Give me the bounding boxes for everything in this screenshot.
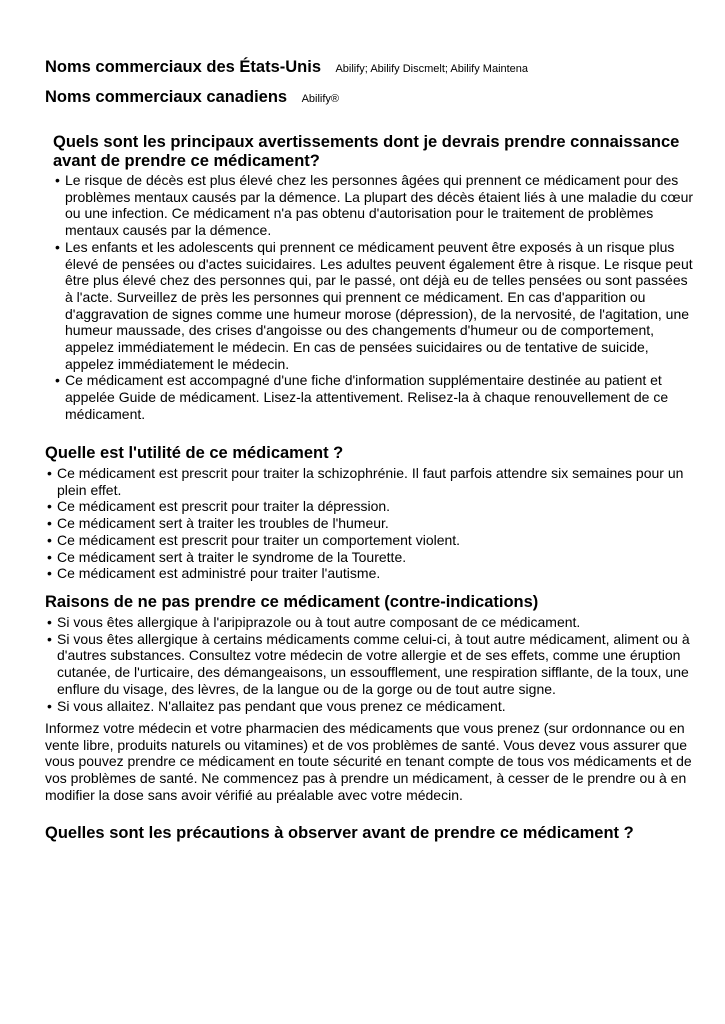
- use-item: • Ce médicament sert à traiter les troubles de l'humeur.: [45, 515, 700, 532]
- use-item: • Ce médicament sert à traiter le syndrome de la Tourette.: [45, 549, 700, 566]
- uses-list: [45, 465, 700, 582]
- precautions-heading: Quelles sont les précautions à observer avant de prendre ce médicament ?: [45, 824, 634, 842]
- canadian-brand-names: [45, 88, 339, 107]
- warning-item: • Les enfants et les adolescents qui prennent ce médicament peuvent être exposés à un risque plus élevé de pensées ou d'actes suicidaires. Les adultes peuvent également être à risque. Le risque peut être plus élevé chez des personnes qui, par le passé, ont déjà eu de telles pensées ou sont passées à l'acte. Surveillez de près les personnes qui prennent ce médicament. En cas d'apparition ou d'aggravation de signes comme une humeur morose (dépression), de la nervosité, de l'agitation, une humeur maussade, des crises d'angoisse ou des changements d'humeur ou de comportement, appelez immédiatement le médecin. En cas de pensées suicidaires ou de tentative de suicide, appelez immédiatement le médecin.: [53, 239, 698, 373]
- contraindication-item: • Si vous êtes allergique à certains médicaments comme celui-ci, à tout autre médicament, aliment ou à d'autres substances. Consultez votre médecin de votre allergie et de ses effets, comme une éruption cutanée, de l'urticaire, des démangeaisons, un essoufflement, une respiration sifflante, de la toux, une enflure du visage, des lèvres, de la langue ou de la gorge ou de tout autre signe.: [45, 631, 700, 698]
- contraindication-item: • Si vous allaitez. N'allaitez pas pendant que vous prenez ce médicament.: [45, 698, 700, 715]
- uses-heading: Quelle est l'utilité de ce médicament ?: [45, 444, 344, 462]
- contraindications-list: [45, 614, 700, 714]
- warnings-heading: Quels sont les principaux avertissements dont je devrais prendre connaissance avant de prendre ce médicament?: [53, 133, 680, 170]
- contraindication-item: • Si vous êtes allergique à l'aripiprazole ou à tout autre composant de ce médicament.: [45, 614, 700, 631]
- use-item: • Ce médicament est prescrit pour traiter un comportement violent.: [45, 532, 700, 549]
- use-item: • Ce médicament est prescrit pour traiter la schizophrénie. Il faut parfois attendre six semaines pour un plein effet.: [45, 465, 700, 498]
- us-brand-names-values: Abilify; Abilify Discmelt; Abilify Maintena: [335, 63, 529, 75]
- contraindications-heading: Raisons de ne pas prendre ce médicament (contre-indications): [45, 593, 539, 611]
- contraindications-section: [45, 593, 700, 714]
- canadian-brand-names-label: Noms commerciaux canadiens: [45, 88, 288, 106]
- use-item: • Ce médicament est administré pour traiter l'autisme.: [45, 565, 700, 582]
- warnings-section: [53, 133, 698, 423]
- canadian-brand-names-values: Abilify®: [301, 93, 340, 105]
- use-item: • Ce médicament est prescrit pour traiter la dépression.: [45, 498, 700, 515]
- medication-info-paragraph: Informez votre médecin et votre pharmacien des médicaments que vous prenez (sur ordonnance ou en vente libre, produits naturels ou vitamines) et de vos problèmes de santé. Vous devez vous assurer que vous pouvez prendre ce médicament en toute sécurité en tenant compte de tous vos médicaments et de vos problèmes de santé. Ne commencez pas à prendre un médicament, à cesser de le prendre ou à en modifier la dose sans avoir vérifié au préalable avec votre médecin.: [45, 720, 692, 803]
- warnings-list: [53, 172, 698, 423]
- us-brand-names-label: Noms commerciaux des États-Unis: [45, 58, 322, 76]
- warning-item: • Le risque de décès est plus élevé chez les personnes âgées qui prennent ce médicament pour des problèmes mentaux causés par la démence. La plupart des décès étaient liés à une maladie du cœur ou une infection. Ce médicament n'a pas obtenu d'autorisation pour le traitement de problèmes mentaux causés par la démence.: [53, 172, 698, 239]
- warning-item: • Ce médicament est accompagné d'une fiche d'information supplémentaire destinée au patient et appelée Guide de médicament. Lisez-la attentivement. Relisez-la à chaque renouvellement de ce médicament.: [53, 372, 698, 422]
- uses-section: [45, 444, 700, 582]
- us-brand-names: [45, 58, 528, 77]
